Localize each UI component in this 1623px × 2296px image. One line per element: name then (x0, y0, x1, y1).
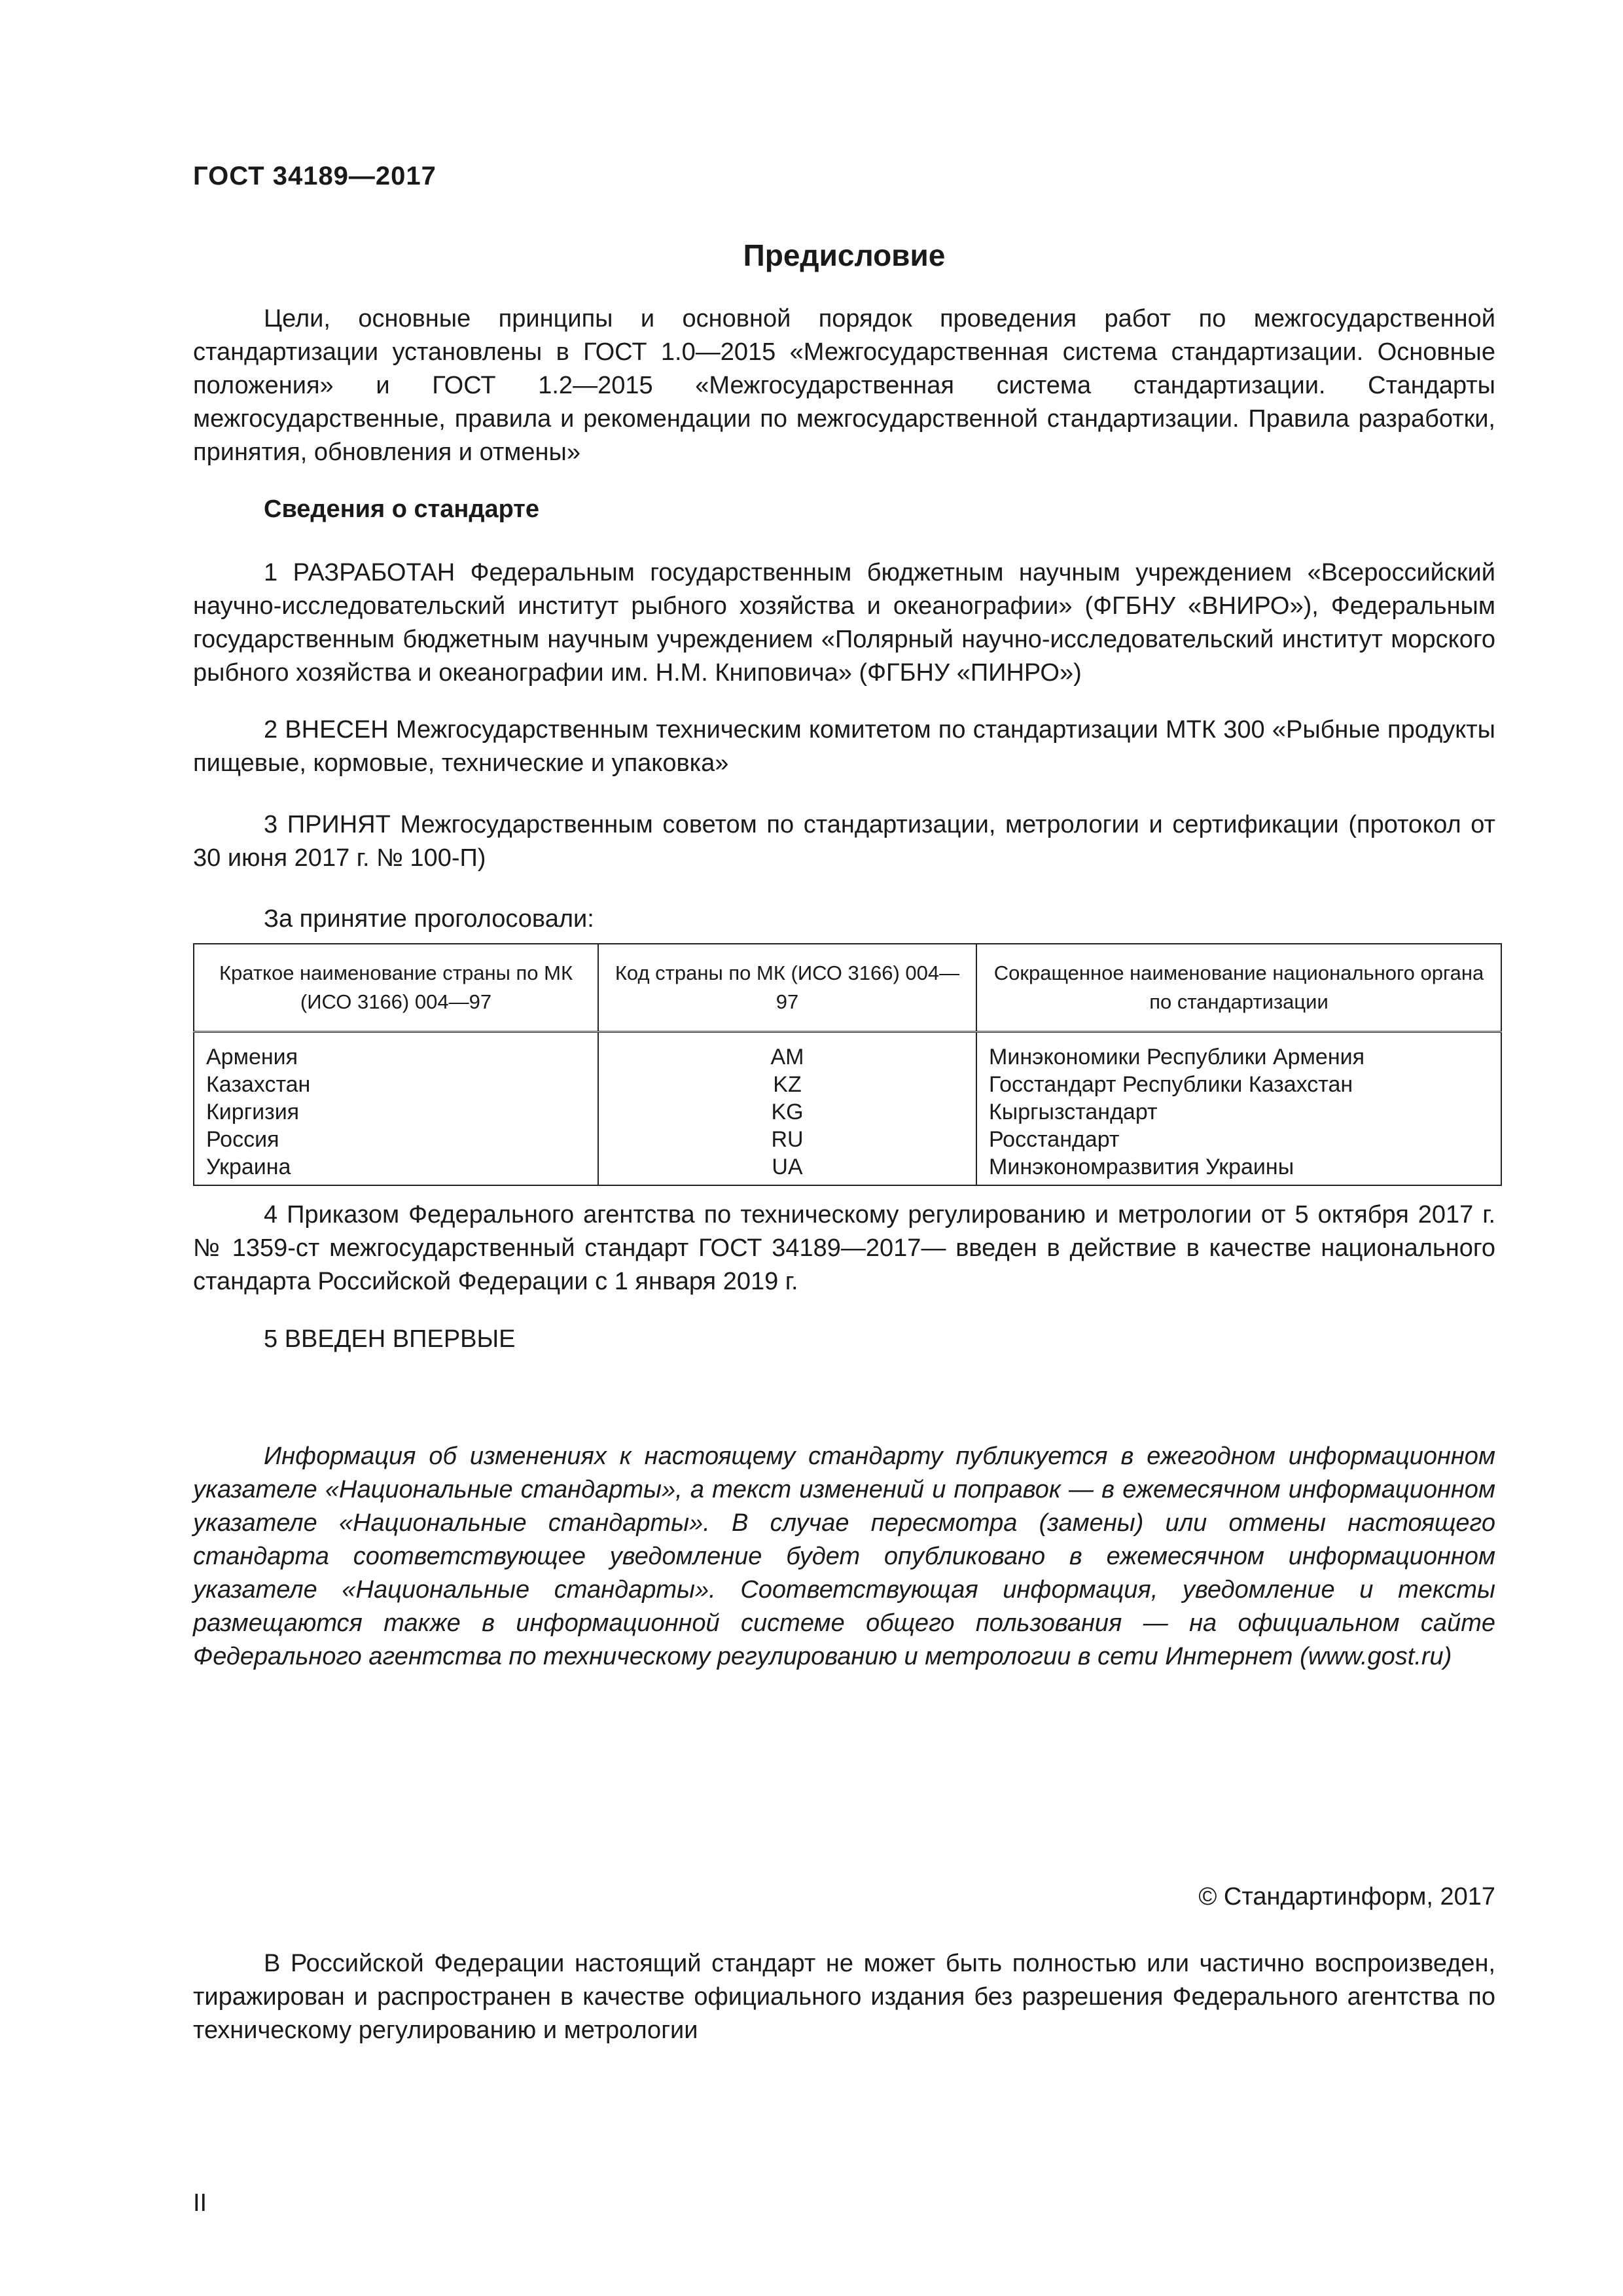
document-page (193, 0, 1495, 2296)
body-cell: Кыргызстандарт (989, 1100, 1158, 1124)
country-column (194, 1032, 598, 1186)
code-cell: KG (771, 1100, 804, 1124)
country-cell: Казахстан (206, 1072, 311, 1097)
country-cell: Армения (206, 1045, 298, 1069)
section-heading: Сведения о стандарте (264, 495, 540, 523)
country-cell: Киргизия (206, 1100, 300, 1124)
body-cell: Госстандарт Республики Казахстан (989, 1072, 1353, 1097)
intro-paragraph: Цели, основные принципы и основной порядок проведения работ по межгосударственной стандартизации установлены в ГОСТ 1.0—2015 «Межгосударственная система стандартизации. Основные положения» и ГОСТ 1.2—2015 «Межгосударственная система стандартизации. Стандарты межгосударственные, правила и рекомендации по межгосударственной стандартизации. Правила разработки, принятия, обновления и отмены» (193, 305, 1495, 466)
code-column (598, 1032, 976, 1186)
voted-label: За принятие проголосовали: (264, 905, 594, 933)
page-number: II (193, 2189, 207, 2217)
reproduction-notice: В Российской Федерации настоящий стандарт не может быть полностью или частично воспроизведен, тиражирован и распространен в качестве официального издания без разрешения Федерального агентства по техническому регулированию и метрологии (193, 1950, 1495, 2044)
item-2-submitted: 2 ВНЕСЕН Межгосударственным техническим комитетом по стандартизации МТК 300 «Рыбные продукты пищевые, кормовые, технические и упаковка» (193, 716, 1495, 777)
page-title: Предисловие (743, 238, 946, 272)
changes-info-note: Информация об изменениях к настоящему стандарту публикуется в ежегодном информационном указателе «Национальные стандарты», а текст изменений и поправок — в ежемесячном информационном указателе «Национальные стандарты». В случае пересмотра (замены) или отмены настоящего стандарта соответствующее уведомление будет опубликовано в ежемесячном информационном указателе «Национальные стандарты». Соответствующая информация, уведомление и тексты размещаются также в информационной системе общего пользования — на официальном сайте Федерального агентства по техническому регулированию и метрологии в сети Интернет (www.gost.ru) (193, 1443, 1495, 1670)
voting-countries-table (193, 943, 1502, 1186)
body-cell: Росстандарт (989, 1127, 1120, 1152)
code-cell: UA (772, 1155, 803, 1179)
table-header-row (194, 944, 1501, 1032)
code-cell: KZ (773, 1072, 802, 1097)
column-header-code: Код страны по МК (ИСО 3166) 004—97 (598, 944, 976, 1032)
code-cell: AM (770, 1045, 804, 1069)
item-3-adopted: 3 ПРИНЯТ Межгосударственным советом по стандартизации, метрологии и сертификации (протокол от 30 июня 2017 г. № 100-П) (193, 811, 1495, 872)
standard-code: ГОСТ 34189—2017 (193, 162, 437, 190)
country-cell: Россия (206, 1127, 279, 1152)
item-5-introduced: 5 ВВЕДЕН ВПЕРВЫЕ (264, 1325, 516, 1353)
code-cell: RU (771, 1127, 804, 1152)
copyright-notice: © Стандартинформ, 2017 (1198, 1883, 1495, 1910)
table-body-row (194, 1032, 1501, 1186)
column-header-body: Сокращенное наименование национального органа по стандартизации (976, 944, 1501, 1032)
body-cell: Минэкономразвития Украины (989, 1155, 1294, 1179)
body-column (976, 1032, 1501, 1186)
country-cell: Украина (206, 1155, 291, 1179)
item-1-developed: 1 РАЗРАБОТАН Федеральным государственным бюджетным научным учреждением «Всероссийский научно-исследовательский институт рыбного хозяйства и океанографии» (ФГБНУ «ВНИРО»), Федеральным государственным бюджетным научным учреждением «Полярный научно-исследовательский институт морского рыбного хозяйства и океанографии им. Н.М. Книповича» (ФГБНУ «ПИНРО») (193, 559, 1495, 687)
body-cell: Минэкономики Республики Армения (989, 1045, 1364, 1069)
item-4-enacted: 4 Приказом Федерального агентства по техническому регулированию и метрологии от 5 октября 2017 г. № 1359-ст межгосударственный стандарт ГОСТ 34189—2017— введен в действие в качестве национального стандарта Российской Федерации с 1 января 2019 г. (193, 1201, 1495, 1295)
column-header-country: Краткое наименование страны по МК (ИСО 3166) 004—97 (194, 944, 598, 1032)
